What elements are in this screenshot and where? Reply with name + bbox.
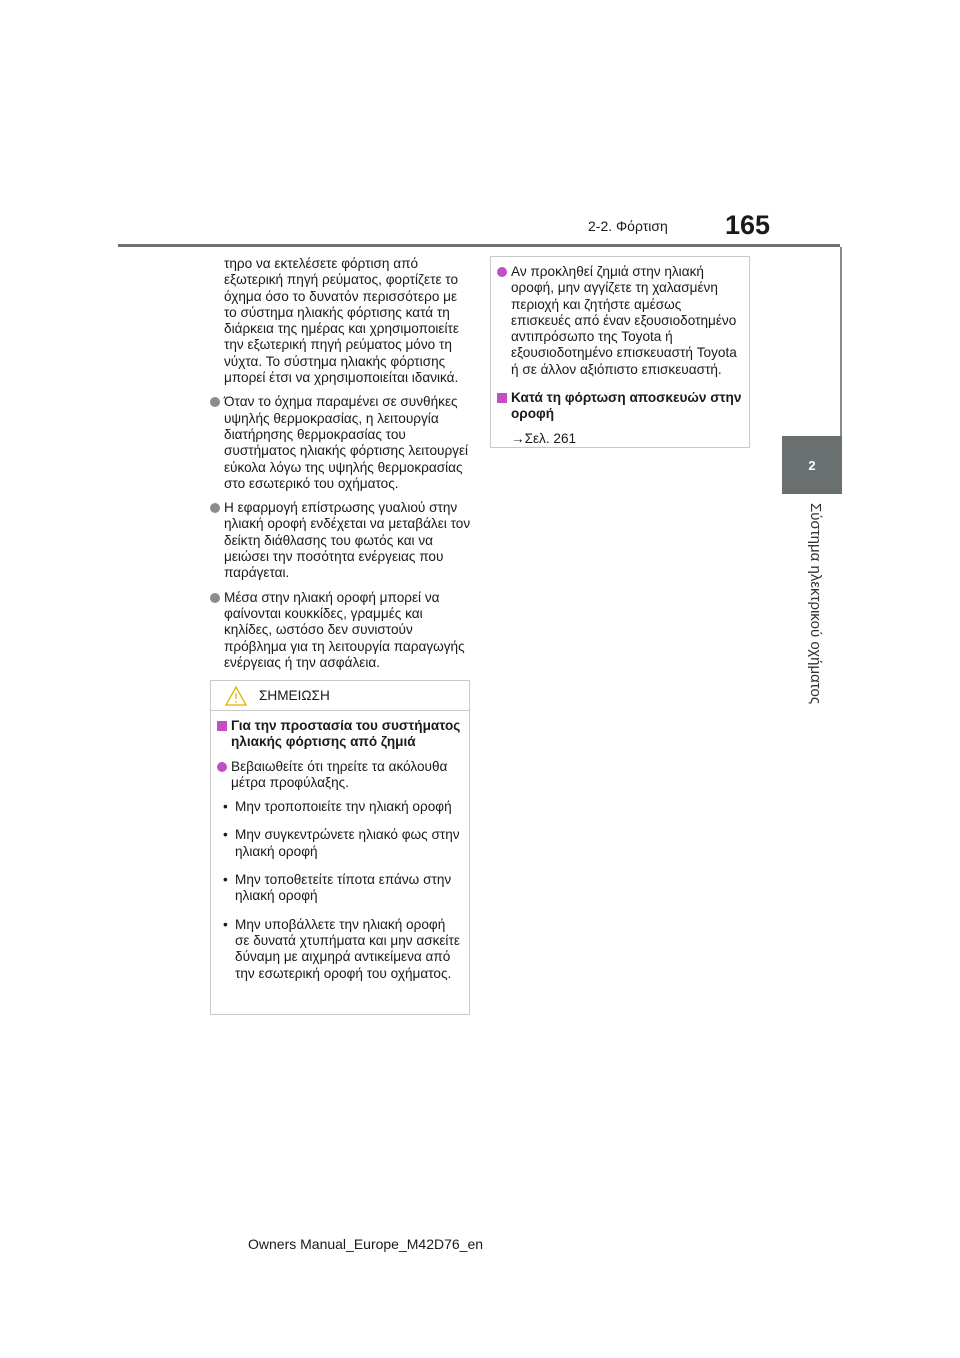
dash-item-text: Μην υποβάλλετε την ηλιακή οροφή σε δυνατά χτυπήματα και μην ασκείτε δύναμη με αιχμηρά αντικείμενα από την εσωτερική οροφή του οχήματος.: [235, 916, 460, 981]
list-item: [217, 759, 463, 792]
dash-bullet-icon: •: [223, 799, 228, 815]
chapter-tab[interactable]: [782, 436, 842, 494]
section-title: 2-2. Φόρτιση: [588, 218, 668, 234]
dash-bullet-icon: •: [223, 827, 228, 843]
notice-title: ΣΗΜΕΙΩΣΗ: [259, 688, 330, 703]
notice-box: [210, 680, 470, 1015]
dash-bullet-icon: •: [223, 916, 228, 932]
header-rule: [118, 244, 840, 247]
list-item-text: Μέσα στην ηλιακή οροφή μπορεί να φαίνονται κουκκίδες, γραμμές και κηλίδες, ωστόσο δεν συνιστούν πρόβλημα για τη λειτουργία παραγωγής ενέργειας ή την ασφάλεια.: [224, 589, 465, 670]
notice-heading-text: Για την προστασία του συστήματος ηλιακής φόρτισης από ζημιά: [231, 718, 461, 750]
dash-item-text: Μην συγκεντρώνετε ηλιακό φως στην ηλιακή οροφή: [235, 827, 460, 859]
notice-header: [211, 681, 469, 711]
info-heading-text: Κατά τη φόρτωση αποσκευών στην οροφή: [511, 390, 742, 422]
info-heading: [497, 390, 743, 423]
list-item-text: Αν προκληθεί ζημιά στην ηλιακή οροφή, μην αγγίζετε τη χαλασμένη περιοχή και ζητήστε αμέσως επισκευές από έναν εξουσιοδοτημένο αντιπρόσωπο της Toyota ή εξουσιοδοτημένο επισκευαστή Toyota ή σε άλλον αξιόπιστο επισκευαστή.: [511, 264, 737, 377]
warning-triangle-icon: [225, 686, 247, 706]
dash-item: [217, 872, 463, 905]
dash-item-text: Μην τροποποιείτε την ηλιακή οροφή: [235, 799, 452, 815]
chapter-tab-number: 2: [808, 458, 816, 473]
list-item-text: Βεβαιωθείτε ότι τηρείτε τα ακόλουθα μέτρα προφύλαξης.: [231, 758, 448, 790]
info-box: [490, 256, 750, 448]
bullet-dot-icon: [217, 762, 227, 772]
continuation-paragraph: τηρο να εκτελέσετε φόρτιση από εξωτερική πηγή ρεύματος, φορτίζετε το όχημα όσο το δυνατόν περισσότερο με το σύστημα ηλιακής φόρτισης κατά τη διάρκεια της ημέρας και χρησιμοποιείτε την εξωτερική πηγή ρεύματος μόνο τη νύχτα. Το σύστημα ηλιακής φόρτισης μπορεί έτσι να χρησιμοποιείται ιδανικά.: [224, 256, 459, 386]
list-item-text: Όταν το όχημα παραμένει σε συνθήκες υψηλής θερμοκρασίας, η λειτουργία διατήρησης θερμοκρασίας του συστήματος ηλιακής φόρτισης λειτουργεί εύκολα λόγω της υψηλής θερμοκρασίας στο εσωτερικό του οχήματος.: [224, 394, 469, 491]
page-reference-link[interactable]: →Σελ. 261: [511, 430, 577, 446]
info-box-body: [491, 257, 749, 447]
list-item-text: Η εφαρμογή επίστρωσης γυαλιού στην ηλιακή οροφή ενδέχεται να μεταβάλει τον δείκτη διάθλασης του φωτός και να μειώσει την ποσότητα ενέργειας που παράγεται.: [224, 500, 471, 581]
list-item: [210, 500, 472, 581]
footer-text: Owners Manual_Europe_M42D76_en: [248, 1236, 484, 1252]
page-number: 165: [725, 210, 771, 240]
bullet-dot-icon: [210, 397, 220, 407]
dash-item: [217, 827, 463, 860]
notice-body: [211, 711, 469, 982]
square-bullet-icon: [497, 393, 507, 403]
bullet-dot-icon: [497, 267, 507, 277]
square-bullet-icon: [217, 721, 227, 731]
dash-item: [217, 917, 463, 982]
bullet-dot-icon: [210, 503, 220, 513]
dash-item-text: Μην τοποθετείτε τίποτα επάνω στην ηλιακή οροφή: [235, 872, 452, 904]
dash-item: [217, 799, 463, 815]
notice-heading: [217, 718, 463, 751]
list-item: [210, 590, 472, 671]
left-column: [210, 256, 472, 679]
list-item: [210, 394, 472, 492]
dash-bullet-icon: •: [223, 872, 228, 888]
list-item: [497, 264, 743, 378]
chapter-label: Σύστημα ηλεκτρικού οχήματος: [807, 503, 824, 705]
bullet-dot-icon: [210, 593, 220, 603]
